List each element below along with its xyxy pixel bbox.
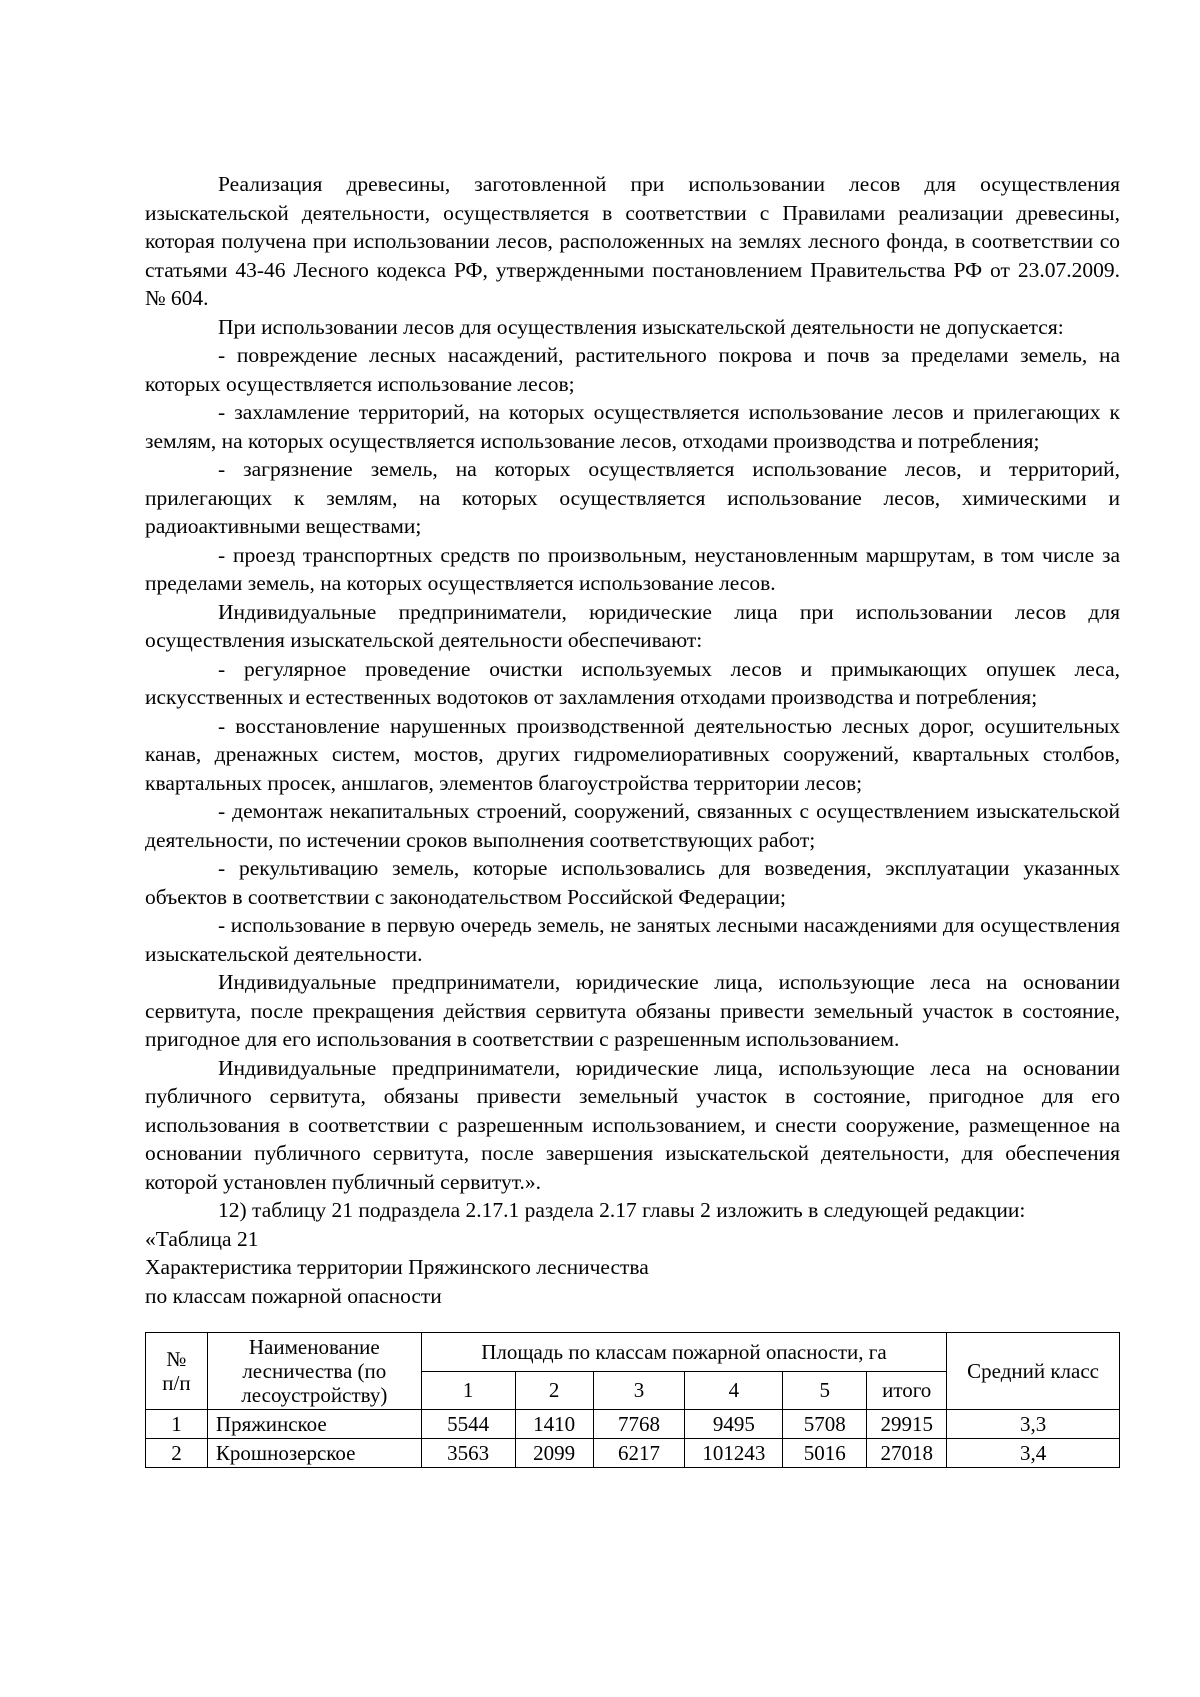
header-class-1: 1: [421, 1371, 515, 1410]
cell-num: 1: [146, 1410, 208, 1439]
cell-c5: 5016: [783, 1439, 867, 1468]
cell-c5: 5708: [783, 1410, 867, 1439]
cell-num: 2: [146, 1439, 208, 1468]
cell-c3: 6217: [593, 1439, 685, 1468]
list-item: - рекультивацию земель, которые использовались для возведения, эксплуатации указанных объектов в соответствии с законодательством Российской Федерации;: [145, 856, 1120, 909]
paragraph: Индивидуальные предприниматели, юридические лица, использующие леса на основании публичного сервитута, обязаны привести земельный участок в состояние, пригодное для его использования в соответствии с разрешенным использованием, и снести сооружение, размещенное на основании публичного сервитута, после завершения изыскательской деятельности, для обеспечения которой установлен публичный сервитут.».: [145, 1055, 1120, 1194]
header-total: итого: [867, 1371, 947, 1410]
fire-class-table: [145, 1332, 1120, 1468]
cell-avg: 3,3: [947, 1410, 1120, 1439]
table-caption-line1: Характеристика территории Пряжинского лесничества: [145, 1255, 649, 1279]
cell-c4: 9495: [685, 1410, 783, 1439]
document-page: [145, 170, 1120, 1468]
paragraph: При использовании лесов для осуществления изыскательской деятельности не допускается:: [218, 314, 1064, 339]
table-caption-line2: по классам пожарной опасности: [145, 1283, 442, 1308]
header-avg: Средний класс: [947, 1333, 1120, 1410]
cell-name: Пряжинское: [207, 1410, 421, 1439]
cell-total: 27018: [867, 1439, 947, 1468]
table-row: [146, 1410, 1120, 1439]
list-item: - проезд транспортных средств по произвольным, неустановленным маршрутам, в том числе за пределами земель, на которых осуществляется использование лесов.: [145, 542, 1120, 595]
cell-name: Крошнозерское: [207, 1439, 421, 1468]
cell-c3: 7768: [593, 1410, 685, 1439]
header-class-5: 5: [783, 1371, 867, 1410]
paragraph: 12) таблицу 21 подраздела 2.17.1 раздела 2.17 главы 2 изложить в следующей редакции:: [218, 1198, 1026, 1222]
cell-c2: 1410: [515, 1410, 593, 1439]
paragraph: Индивидуальные предприниматели, юридические лица, использующие леса на основании сервитута, после прекращения действия сервитута обязаны привести земельный участок в состояние, пригодное для его использования в соответствии с разрешенным использованием.: [145, 970, 1120, 1051]
list-item: - регулярное проведение очистки используемых лесов и примыкающих опушек леса, искусственных и естественных водотоков от захламления отходами производства и потребления;: [145, 656, 1120, 709]
list-item: - демонтаж некапитальных строений, сооружений, связанных с осуществлением изыскательской деятельности, по истечении сроков выполнения соответствующих работ;: [145, 799, 1120, 852]
cell-c4: 101243: [685, 1439, 783, 1468]
cell-total: 29915: [867, 1410, 947, 1439]
cell-c1: 3563: [421, 1439, 515, 1468]
header-num: № п/п: [146, 1333, 208, 1410]
table-label: «Таблица 21: [145, 1226, 259, 1251]
paragraph: Реализация древесины, заготовленной при использовании лесов для осуществления изыскательской деятельности, осуществляется в соответствии с Правилами реализации древесины, которая получена при использовании лесов, расположенных на землях лесного фонда, в соответствии со статьями 43-46 Лесного кодекса РФ, утвержденными постановлением Правительства РФ от 23.07.2009. № 604.: [145, 172, 1120, 310]
cell-c2: 2099: [515, 1439, 593, 1468]
cell-c1: 5544: [421, 1410, 515, 1439]
list-item: - захламление территорий, на которых осуществляется использование лесов и прилегающих к землям, на которых осуществляется использование лесов, отходами производства и потребления;: [145, 400, 1120, 453]
header-name: Наименование лесничества (по лесоустройству): [207, 1333, 421, 1410]
list-item: - повреждение лесных насаждений, растительного покрова и почв за пределами земель, на которых осуществляется использование лесов;: [145, 343, 1120, 396]
header-class-2: 2: [515, 1371, 593, 1410]
cell-avg: 3,4: [947, 1439, 1120, 1468]
header-class-3: 3: [593, 1371, 685, 1410]
list-item: - загрязнение земель, на которых осуществляется использование лесов, и территорий, прилегающих к землям, на которых осуществляется использование лесов, химическими и радиоактивными веществами;: [145, 457, 1120, 538]
list-item: - использование в первую очередь земель, не занятых лесными насаждениями для осуществления изыскательской деятельности.: [145, 913, 1120, 966]
header-area: Площадь по классам пожарной опасности, га: [421, 1333, 946, 1372]
paragraph: Индивидуальные предприниматели, юридические лица при использовании лесов для осуществления изыскательской деятельности обеспечивают:: [145, 599, 1120, 652]
header-class-4: 4: [685, 1371, 783, 1410]
list-item: - восстановление нарушенных производственной деятельностью лесных дорог, осушительных канав, дренажных систем, мостов, других гидромелиоративных сооружений, квартальных столбов, квартальных просек, аншлагов, элементов благоустройства территории лесов;: [145, 713, 1120, 795]
table-row: [146, 1439, 1120, 1468]
